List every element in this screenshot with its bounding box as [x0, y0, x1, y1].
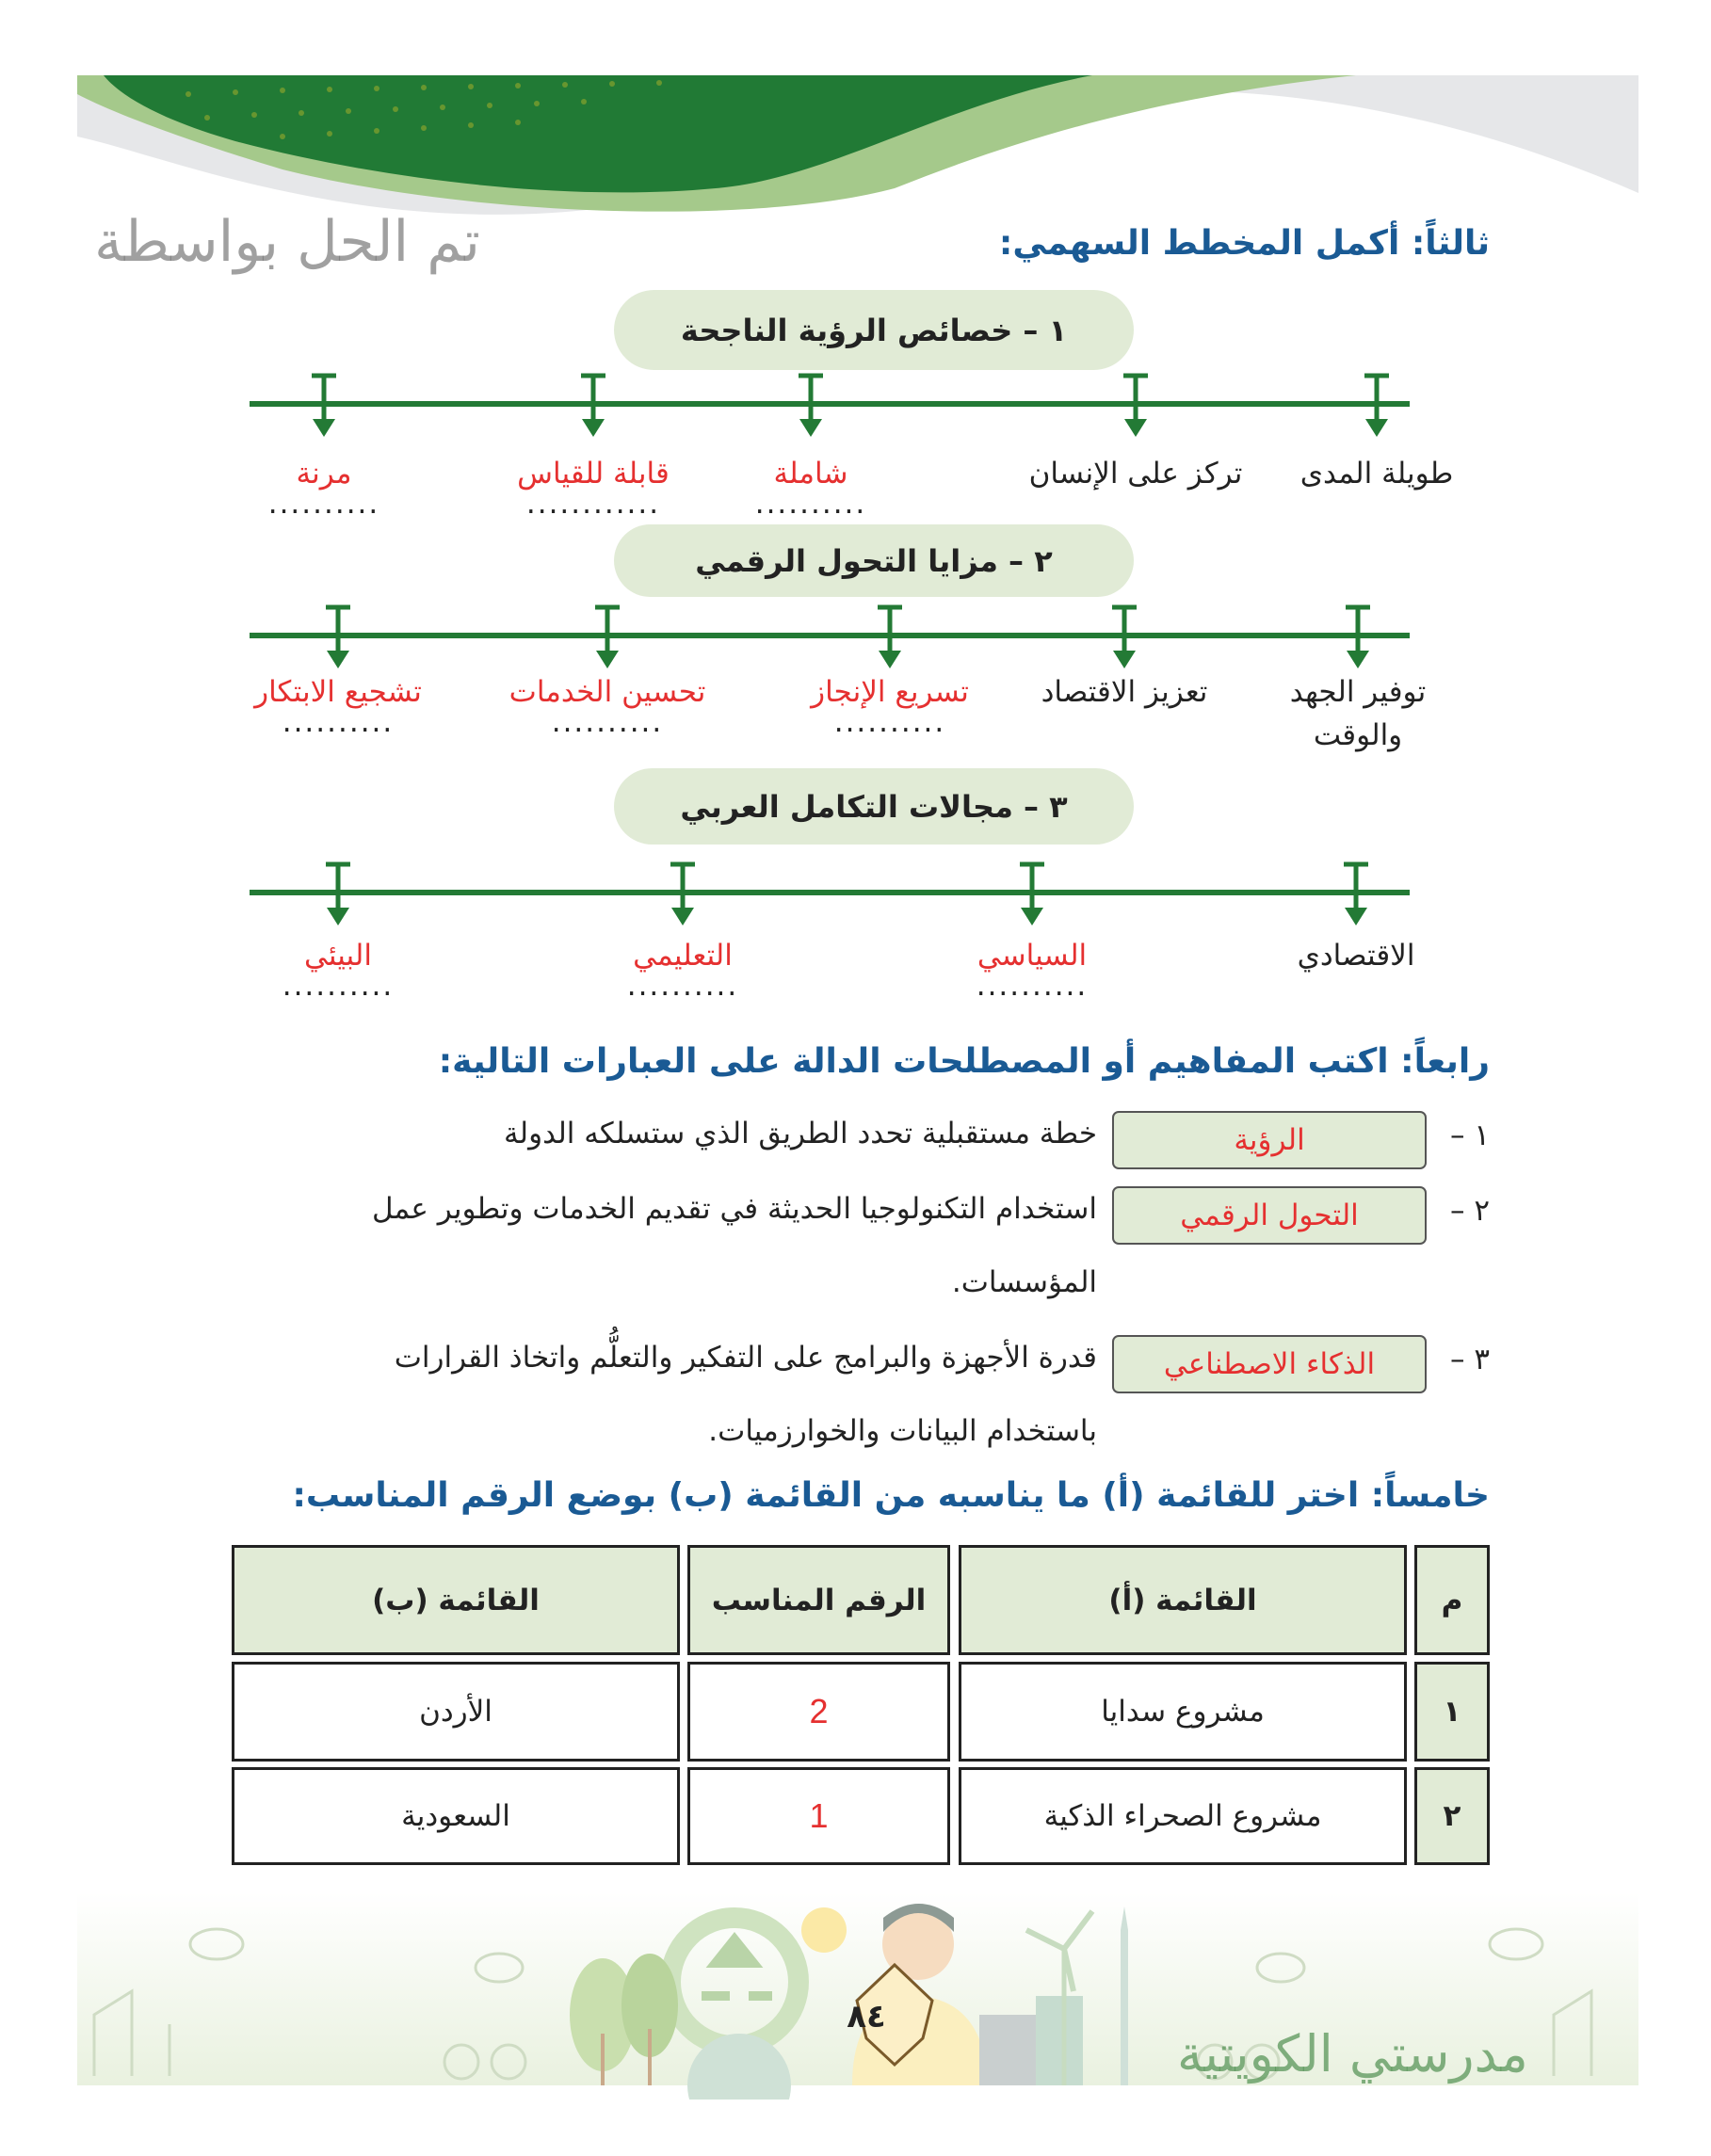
question-text: خطة مستقبلية تحدد الطريق الذي ستسلكه الدولة: [504, 1117, 1097, 1150]
answer-text: مرنة: [296, 457, 352, 491]
diagram1-given-item: [1300, 458, 1454, 491]
row1-number-input[interactable]: 2: [687, 1662, 950, 1762]
blank-dots: ..........: [976, 968, 1089, 1003]
answer-text: قابلة للقياس: [517, 457, 670, 491]
diagram3-given-item: [1298, 940, 1415, 973]
diagram2-answer-blank[interactable]: [508, 675, 706, 739]
diagram1-given-item: [1029, 458, 1243, 491]
blank-dots: ..........: [282, 704, 395, 739]
answer-text: البيئي: [304, 939, 372, 973]
watermark-solved-by: تم الحل بواسطة: [94, 209, 480, 275]
question-text: المؤسسات.: [951, 1265, 1097, 1299]
row2-number-input[interactable]: 1: [687, 1767, 950, 1865]
header-number: الرقم المناسب: [687, 1545, 950, 1655]
row2-list-b: السعودية: [232, 1767, 680, 1865]
diagram1-heading: ١ – خصائص الرؤية الناجحة: [614, 290, 1134, 370]
diagram3-answer-blank[interactable]: [626, 939, 739, 1003]
diagram3-answer-blank[interactable]: [976, 939, 1089, 1003]
header-m: م: [1414, 1545, 1490, 1655]
answer-text: تسريع الإنجاز: [811, 675, 969, 709]
item-text: توفير الجهد: [1289, 675, 1427, 709]
section4-title: رابعاً: اكتب المفاهيم أو المصطلحات الدالة على العبارات التالية:: [438, 1042, 1490, 1081]
section5-title: خامساً: اختر للقائمة (أ) ما يناسبه من القائمة (ب) بوضع الرقم المناسب:: [292, 1476, 1490, 1515]
blank-dots: ..........: [833, 704, 946, 739]
answer-text: شاملة: [773, 457, 848, 491]
item-text: تركز على الإنسان: [1028, 457, 1243, 491]
question-text: استخدام التكنولوجيا الحديثة في تقديم الخدمات وتطوير عمل: [371, 1192, 1097, 1226]
item-text: طويلة المدى: [1299, 457, 1454, 491]
row1-m: ١: [1414, 1662, 1490, 1762]
question-number: ٢ –: [1449, 1194, 1490, 1228]
row1-list-b: الأردن: [232, 1662, 680, 1762]
diagram2-given-item: [1290, 676, 1426, 752]
blank-dots: ..........: [626, 968, 739, 1003]
watermark-school-name: مدرستي الكويتية: [1177, 2024, 1528, 2084]
header-list-b: القائمة (ب): [232, 1545, 680, 1655]
answer-box[interactable]: التحول الرقمي: [1112, 1186, 1427, 1245]
blank-dots: ............: [525, 486, 661, 521]
row1-list-a: مشروع سدايا: [959, 1662, 1407, 1762]
row2-m: ٢: [1414, 1767, 1490, 1865]
diagram2-answer-blank[interactable]: [254, 675, 422, 739]
question-number: ١ –: [1449, 1118, 1490, 1152]
question-text: باستخدام البيانات والخوارزميات.: [708, 1414, 1097, 1448]
answer-text: تشجيع الابتكار: [254, 675, 422, 709]
diagram1-answer-blank[interactable]: [754, 457, 867, 521]
question-text: قدرة الأجهزة والبرامج على التفكير والتعلُّم واتخاذ القرارات: [394, 1341, 1097, 1375]
diagram2-heading: ٢ – مزايا التحول الرقمي: [614, 524, 1134, 597]
blank-dots: ..........: [267, 486, 380, 521]
diagram3-heading: ٣ – مجالات التكامل العربي: [614, 768, 1134, 845]
answer-text: السياسي: [977, 939, 1088, 973]
blank-dots: ..........: [551, 704, 664, 739]
diagram1-answer-blank[interactable]: [517, 457, 670, 521]
item-text: الاقتصادي: [1297, 939, 1415, 973]
item-text: تعزيز الاقتصاد: [1041, 675, 1208, 709]
answer-text: تحسين الخدمات: [508, 675, 706, 709]
row2-list-a: مشروع الصحراء الذكية: [959, 1767, 1407, 1865]
diagram2-given-item: [1041, 676, 1208, 710]
answer-box[interactable]: الذكاء الاصطناعي: [1112, 1335, 1427, 1393]
diagram1-answer-blank[interactable]: [267, 457, 380, 521]
question-number: ٣ –: [1449, 1343, 1490, 1376]
diagram2-answer-blank[interactable]: [811, 675, 969, 739]
blank-dots: ..........: [754, 486, 867, 521]
page-number: ٨٤: [847, 1998, 886, 2035]
header-list-a: القائمة (أ): [959, 1545, 1407, 1655]
answer-text: التعليمي: [633, 939, 733, 973]
item-text-line2: والوقت: [1313, 717, 1403, 752]
section3-title: ثالثاً: أكمل المخطط السهمي:: [998, 224, 1490, 263]
answer-box[interactable]: الرؤية: [1112, 1111, 1427, 1169]
blank-dots: ..........: [282, 968, 395, 1003]
diagram3-answer-blank[interactable]: [282, 939, 395, 1003]
